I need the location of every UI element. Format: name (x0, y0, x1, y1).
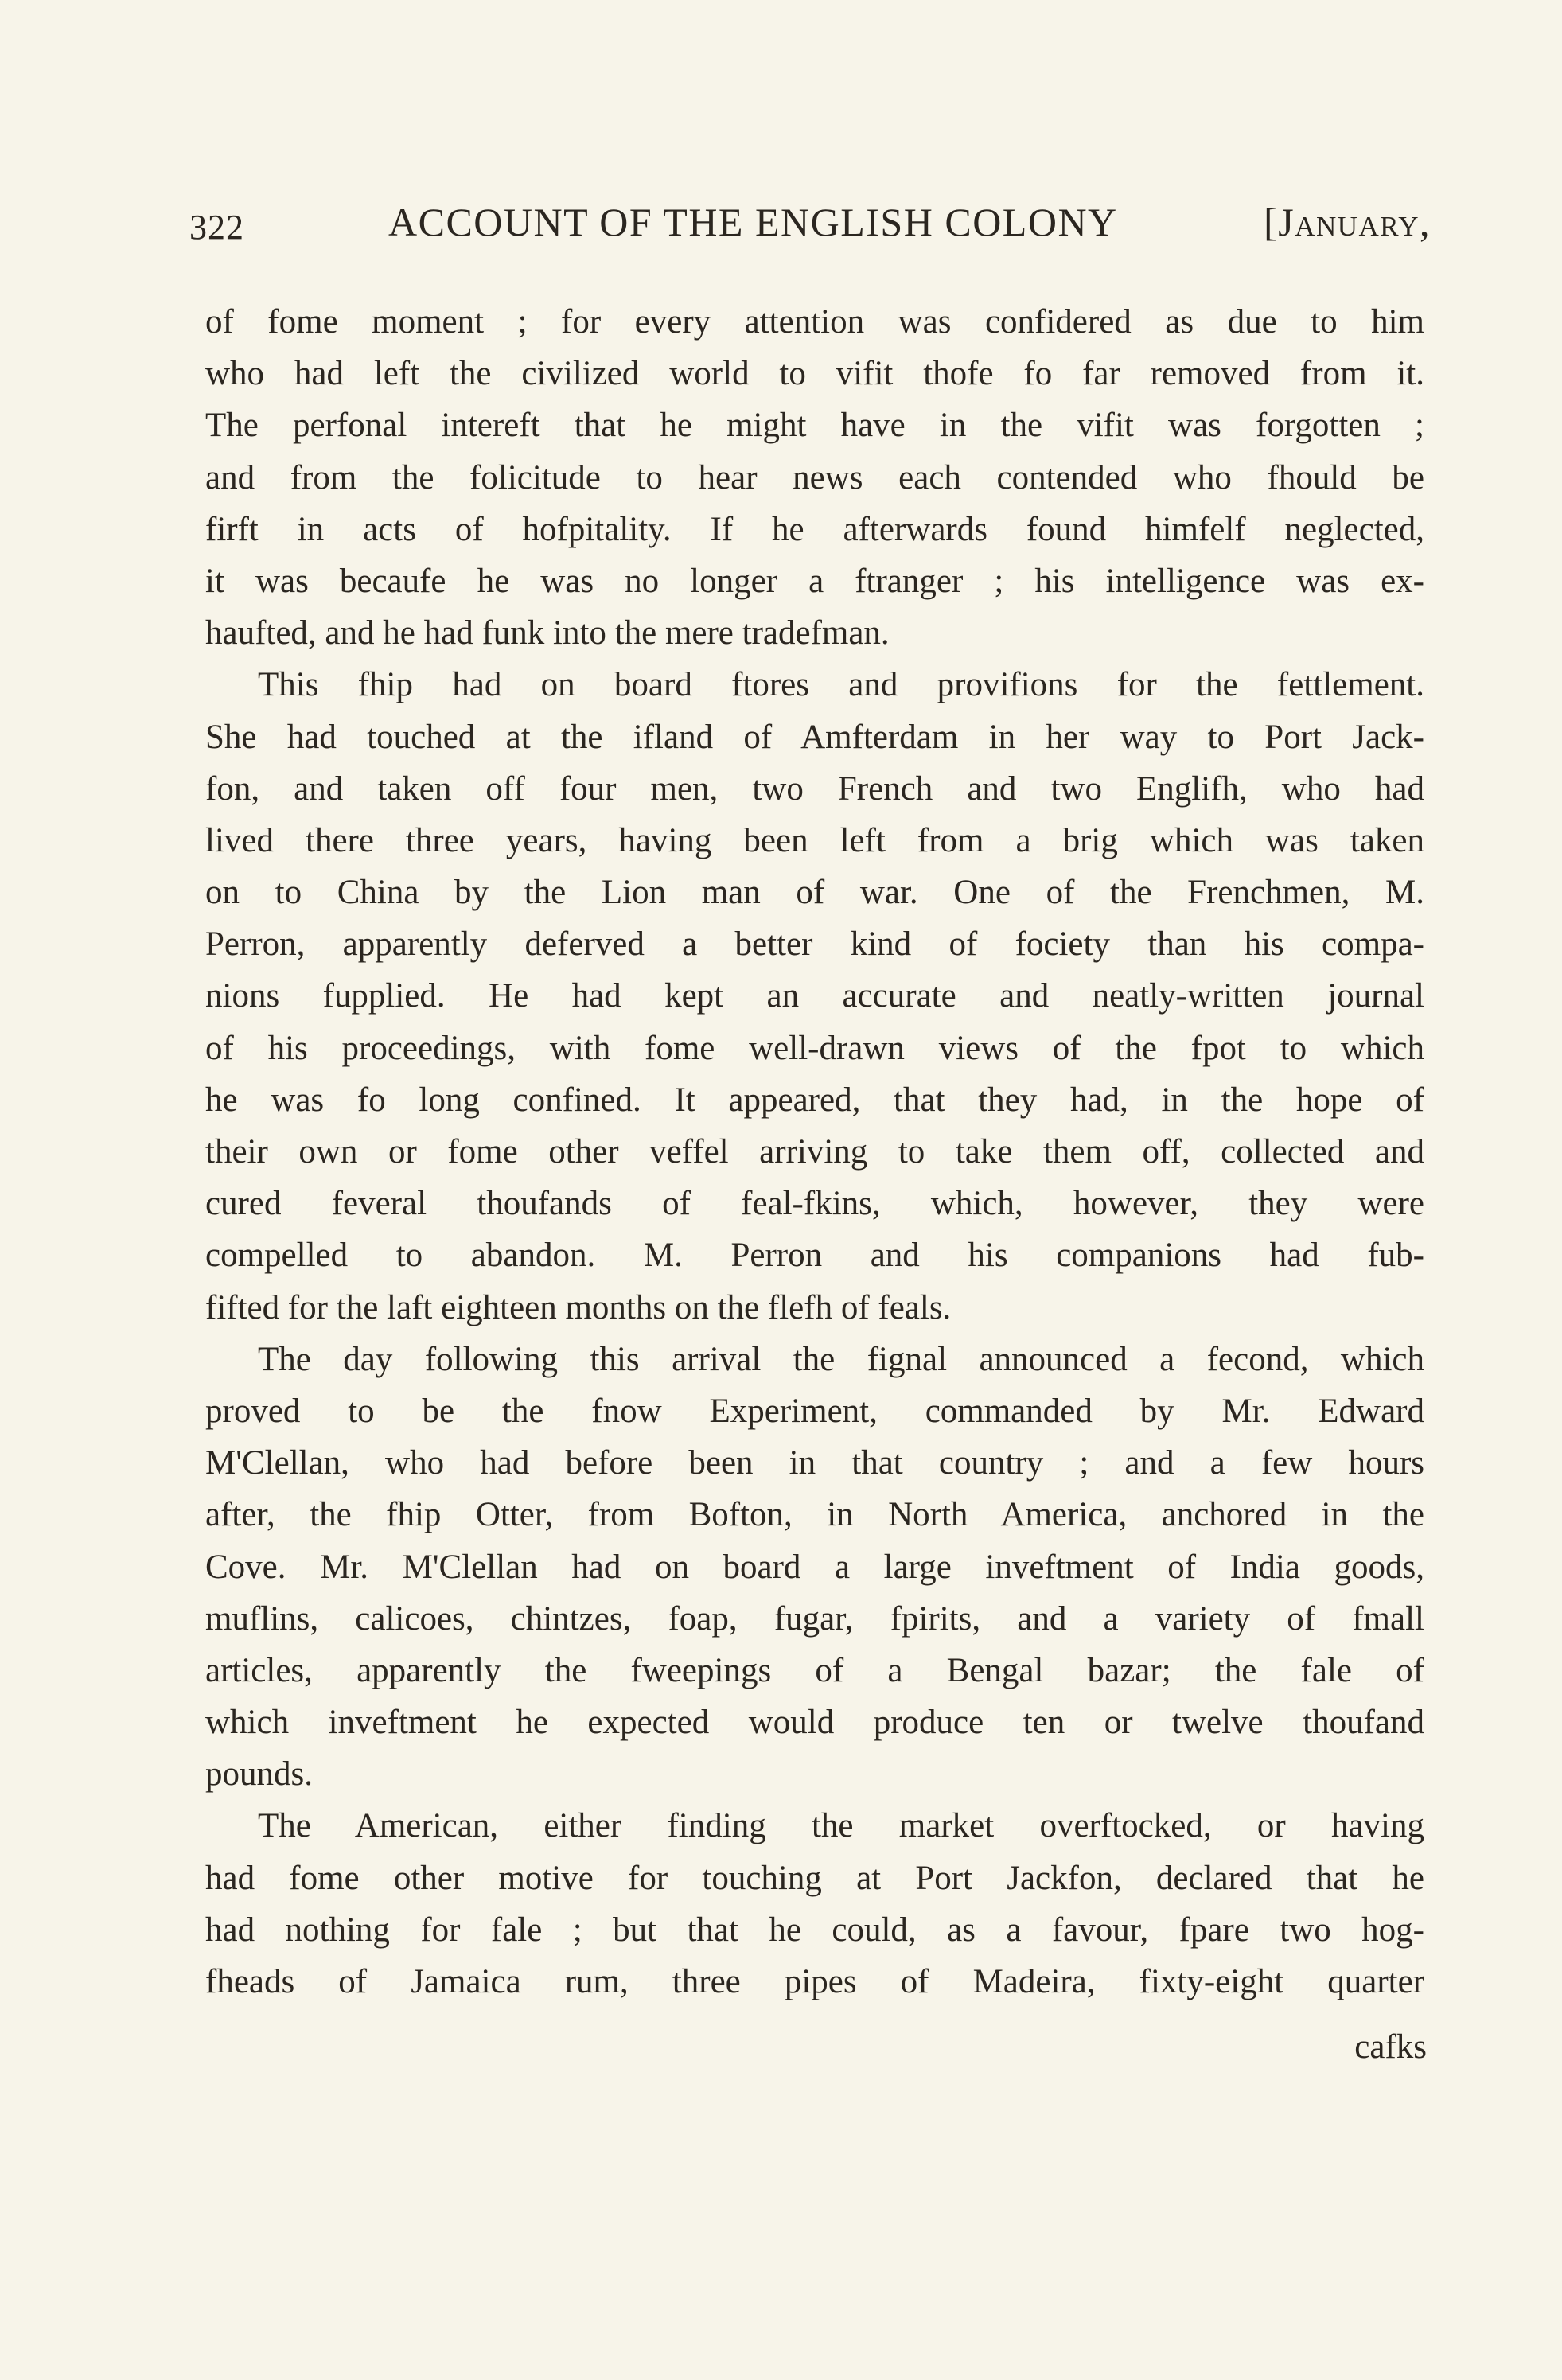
text-line: it was becaufe he was no longer a ftranger ; his intelligence was ex- (205, 562, 1424, 600)
text-line: muflins, calicoes, chintzes, foap, fugar, fpirits, and a variety of fmall (205, 1599, 1424, 1638)
text-line: lived there three years, having been left from a brig which was taken (205, 821, 1424, 859)
text-line: which inveftment he expected would produce ten or twelve thoufand (205, 1704, 1424, 1742)
page-number: 322 (189, 208, 244, 247)
running-head: ACCOUNT OF THE ENGLISH COLONY (388, 200, 1118, 244)
body-text (205, 296, 1424, 2008)
text-line: proved to be the fnow Experiment, commanded by Mr. Edward (205, 1392, 1424, 1430)
text-line: and from the folicitude to hear news each contended who fhould be (205, 458, 1424, 497)
text-line: of his proceedings, with fome well-drawn views of the fpot to which (205, 1029, 1424, 1067)
text-line: had fome other motive for touching at Port Jackfon, declared that he (205, 1859, 1424, 1897)
page-header (189, 199, 1431, 255)
text-line: fifted for the laft eighteen months on the flefh of feals. (205, 1288, 952, 1326)
text-line: on to China by the Lion man of war. One of the Frenchmen, M. (205, 874, 1424, 912)
text-line: cured feveral thoufands of feal-fkins, which, however, they were (205, 1185, 1424, 1223)
text-line: The day following this arrival the fignal announced a fecond, which (258, 1340, 1424, 1378)
text-line: M'Clellan, who had before been in that country ; and a few hours (205, 1444, 1424, 1482)
text-line: She had touched at the ifland of Amfterdam in her way to Port Jack- (205, 718, 1424, 756)
text-line: This fhip had on board ftores and provifions for the fettlement. (258, 666, 1424, 704)
text-line: nions fupplied. He had kept an accurate and neatly-written journal (205, 977, 1424, 1015)
text-line: compelled to abandon. M. Perron and his companions had fub- (205, 1237, 1424, 1275)
text-line: of fome moment ; for every attention was confidered as due to him (205, 303, 1424, 341)
text-line: after, the fhip Otter, from Bofton, in North America, anchored in the (205, 1496, 1424, 1534)
text-line: haufted, and he had funk into the mere tradefman. (205, 614, 890, 652)
text-line: fon, and taken off four men, two French and two Englifh, who had (205, 769, 1424, 808)
text-line: he was fo long confined. It appeared, that they had, in the hope of (205, 1081, 1424, 1119)
catchword: cafks (1354, 2028, 1427, 2066)
text-line: articles, apparently the fweepings of a Bengal bazar; the fale of (205, 1651, 1424, 1689)
text-line: The perfonal intereft that he might have in the vifit was forgotten ; (205, 407, 1424, 445)
text-line: had nothing for fale ; but that he could, as a favour, fpare two hog- (205, 1911, 1424, 1949)
text-line: firft in acts of hofpitality. If he afterwards found himfelf neglected, (205, 510, 1424, 548)
text-line: who had left the civilized world to vifit thofe fo far removed from it. (205, 355, 1424, 393)
text-line: fheads of Jamaica rum, three pipes of Madeira, fixty-eight quarter (205, 1963, 1424, 2000)
text-line: pounds. (205, 1755, 313, 1794)
running-date: [January, (1264, 200, 1431, 244)
text-line: Cove. Mr. M'Clellan had on board a large inveftment of India goods, (205, 1548, 1424, 1586)
text-line: Perron, apparently deferved a better kind of fociety than his compa- (205, 925, 1424, 964)
text-line: The American, either finding the market overftocked, or having (258, 1807, 1424, 1845)
text-line: their own or fome other veffel arriving to take them off, collected and (205, 1133, 1424, 1171)
